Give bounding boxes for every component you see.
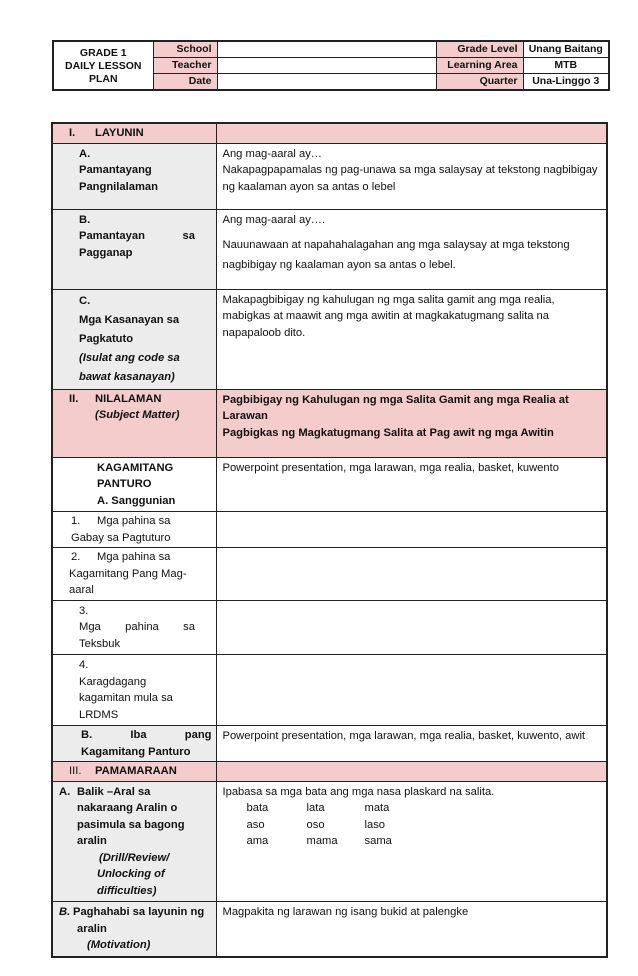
label-line: (Isulat ang code sa (79, 351, 180, 364)
text-line: Ang mag-aaral ay… (222, 147, 322, 160)
label-line: Mga pahina sa (79, 621, 195, 633)
text-paragraph: Nakapagpapamalas ng pag-unawa sa mga salaysay at tekstong nagbibigay ng kaalaman ayon sa antas o lebel (222, 164, 598, 193)
flashcard-word: mata (364, 802, 390, 814)
grade-level-label: Grade Level (436, 41, 523, 58)
label-line: aaral (69, 584, 94, 596)
section-layunin-heading (52, 123, 216, 143)
teacher-label: Teacher (153, 58, 217, 74)
text-paragraph: Nauunawaan at napahahalagahan ang mga salaysay at mga tekstong nagbibigay ng kaalaman ayon sa antas o lebel. (222, 239, 570, 271)
grade-level-value: Unang Baitang (523, 41, 609, 58)
label-line: Paghahabi sa layunin ng (73, 906, 205, 918)
date-label: Date (153, 74, 217, 91)
label-line: (Motivation) (87, 939, 151, 951)
header-title-line: DAILY LESSON (65, 60, 142, 72)
teksbuk-value (216, 600, 607, 655)
mga-kasanayan-text: Makapagbibigay ng kahulugan ng mga salita gamit ang mga realia, mabigkas at maawit ang mga awitin at magkakatugmang salita na napapaloob dito. (216, 289, 607, 389)
label-line: kagamitan mula sa (79, 692, 173, 704)
section-title: NILALAMAN (95, 392, 162, 405)
item-number: 3. (79, 604, 89, 617)
section-number: II. (69, 392, 79, 405)
paghahabi-text: Magpakita ng larawan ng isang bukid at palengke (216, 902, 607, 957)
label-word: Iba pang (130, 729, 212, 741)
label-line: Teksbuk (79, 637, 121, 650)
kagamitang-pang-mag-aaral-value (216, 548, 607, 601)
nilalaman-text (216, 389, 607, 457)
iba-pang-kagamitan-text: Powerpoint presentation, mga larawan, mga realia, basket, kuwento, awit (216, 726, 607, 762)
gabay-sa-pagtuturo-value (216, 512, 607, 548)
quarter-value: Una-Linggo 3 (523, 74, 609, 91)
kagamitang-panturo-text: Powerpoint presentation, mga larawan, mga realia, basket, kuwento (216, 457, 607, 512)
label-line: (Drill/Review/ (99, 851, 170, 864)
item-number: 1. (71, 515, 81, 527)
lesson-plan-body (51, 122, 608, 958)
label-line: Mga pahina sa (97, 515, 171, 527)
flashcard-word: mama (306, 835, 338, 847)
label-line: aralin (77, 835, 107, 847)
flashcard-word: aso (246, 818, 265, 831)
lrdms-value (216, 655, 607, 726)
item-number: 2. (71, 551, 81, 563)
school-label: School (153, 41, 217, 58)
label-line: nakaraang Aralin o (77, 802, 178, 814)
flashcard-words (223, 800, 601, 850)
flashcard-word: sama (364, 835, 392, 847)
section-title: PAMAMARAAN (95, 765, 177, 777)
header-title-line: GRADE 1 (79, 47, 127, 59)
pamantayang-pangnilalaman-text (216, 143, 607, 209)
item-letter: C. (79, 294, 91, 307)
label-line: bawat kasanayan) (79, 370, 175, 383)
label-line: LRDMS (79, 708, 119, 721)
lesson-plan-header (52, 40, 610, 91)
flashcard-word: oso (306, 818, 325, 831)
label-line: Mga Kasanayan sa (79, 313, 180, 326)
label-line: Pangnilalaman (79, 180, 158, 193)
label-line: Pagganap (79, 246, 133, 259)
iba-pang-kagamitan-label (52, 726, 216, 762)
school-value (217, 41, 436, 58)
label-line: Mga pahina sa (97, 551, 171, 563)
date-value (217, 74, 436, 91)
pamantayang-pangnilalaman-label (52, 143, 216, 209)
label-line: A. Sanggunian (97, 494, 176, 507)
item-letter: A. (79, 147, 91, 160)
label-line: Kagamitang Pang Mag- (69, 567, 187, 580)
mga-kasanayan-label (52, 289, 216, 389)
label-line: difficulties) (97, 884, 157, 897)
flashcard-word: bata (246, 802, 269, 814)
item-letter: B. (81, 729, 93, 741)
section-title: LAYUNIN (95, 127, 144, 139)
label-line: PANTURO (97, 478, 152, 490)
item-number: 4. (79, 659, 89, 671)
section-layunin-fill (216, 123, 607, 143)
section-number: III. (69, 765, 82, 777)
gabay-sa-pagtuturo-label (52, 512, 216, 548)
quarter-label: Quarter (436, 74, 523, 91)
section-subtitle: (Subject Matter) (95, 409, 180, 421)
flashcard-word: ama (246, 835, 269, 847)
label-line: Pagkatuto (79, 332, 134, 345)
text-line: Ang mag-aaral ay…. (222, 213, 326, 226)
section-pamamaraan-fill (216, 762, 607, 782)
section-number: I. (69, 127, 76, 139)
kagamitang-pang-mag-aaral-label (52, 548, 216, 601)
flashcard-word: laso (364, 818, 386, 831)
label-line: Karagdagang (79, 675, 147, 688)
label-line: Kagamitang Panturo (81, 745, 191, 758)
teacher-value (217, 58, 436, 74)
text-paragraph: Pagbigkas ng Magkatugmang Salita at Pag awit ng mga Awitin (222, 426, 554, 439)
learning-area-value: MTB (523, 58, 609, 74)
label-line: Pamantayang (79, 164, 152, 176)
flashcard-word: lata (306, 802, 325, 814)
label-line: pasimula sa bagong (77, 818, 185, 831)
pamantayan-sa-pagganap-text (216, 209, 607, 289)
header-title-line: PLAN (88, 73, 118, 85)
label-line: KAGAMITANG (97, 461, 174, 474)
header-title (53, 41, 153, 90)
label-line: Pamantayan sa (79, 230, 195, 242)
teksbuk-label (52, 600, 216, 655)
balik-aral-text (216, 781, 607, 902)
lrdms-label (52, 655, 216, 726)
label-line: Balik –Aral sa (77, 785, 151, 798)
label-line: Unlocking of (97, 868, 165, 880)
text-paragraph: Pagbibigay ng Kahulugan ng mga Salita Gamit ang mga Realia at Larawan (222, 393, 569, 422)
item-letter: B. (79, 213, 91, 226)
balik-aral-label (52, 781, 216, 902)
label-line: aralin (77, 922, 107, 935)
item-letter: A. (59, 785, 71, 798)
section-pamamaraan-heading (52, 762, 216, 782)
paghahabi-label (52, 902, 216, 957)
text-line: Ipabasa sa mga bata ang mga nasa plaskard na salita. (222, 785, 495, 798)
section-nilalaman-heading (52, 389, 216, 457)
item-letter: B. (59, 906, 71, 918)
label-line: Gabay sa Pagtuturo (71, 531, 171, 544)
pamantayan-sa-pagganap-label (52, 209, 216, 289)
kagamitang-panturo-label (52, 457, 216, 512)
learning-area-label: Learning Area (436, 58, 523, 74)
